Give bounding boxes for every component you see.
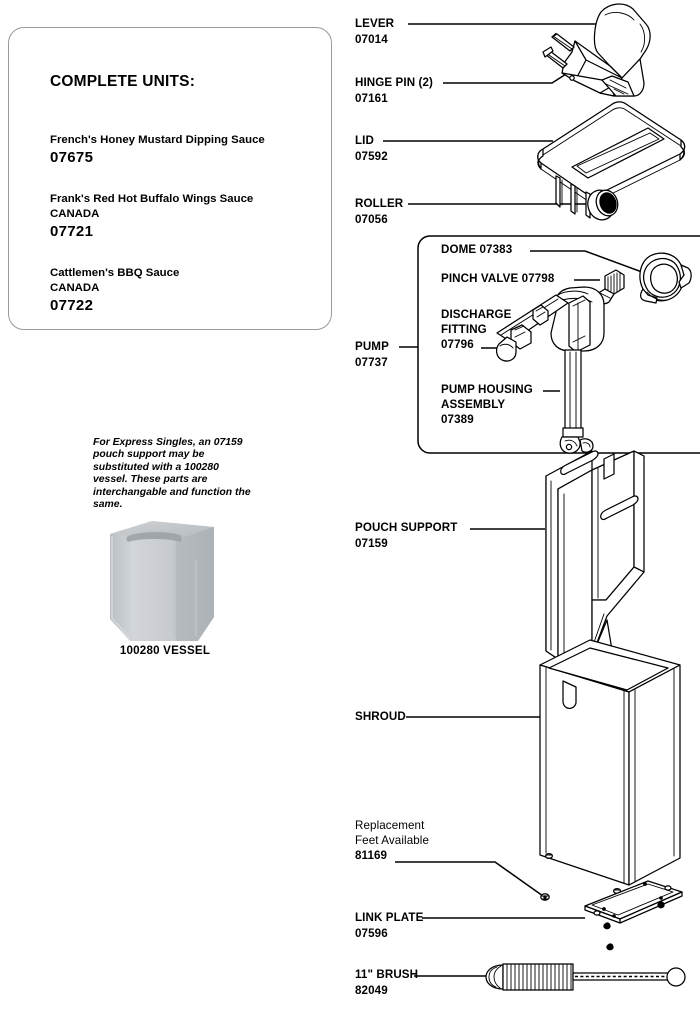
callout-number: 07592 <box>355 149 388 163</box>
callout-label: LINK PLATE <box>355 911 424 924</box>
pouch-support-part <box>546 451 644 663</box>
callout-number: 07389 <box>441 413 474 426</box>
pump-housing-assembly-part <box>497 287 604 453</box>
callout-label: PINCH VALVE 07798 <box>441 272 555 285</box>
link-plate-part <box>585 881 682 950</box>
unit-country: CANADA <box>50 282 100 294</box>
unit-code: 07721 <box>50 223 94 240</box>
replacement-foot-part <box>541 894 549 900</box>
callout-label: HINGE PIN (2) <box>355 76 433 89</box>
callout-number: 07796 <box>441 338 474 351</box>
callout-number: 07159 <box>355 536 388 550</box>
callout-number: 07737 <box>355 355 388 369</box>
callout-number: 07056 <box>355 212 388 226</box>
callout-label: SHROUD <box>355 710 406 723</box>
complete-units-heading: COMPLETE UNITS: <box>50 73 196 90</box>
callout-number: 07596 <box>355 926 388 940</box>
unit-name: French's Honey Mustard Dipping Sauce <box>50 134 265 146</box>
unit-name: Cattlemen's BBQ Sauce <box>50 267 180 279</box>
shroud-part <box>540 640 680 893</box>
callout-label: PUMP HOUSING <box>441 383 533 396</box>
callout-number: 07161 <box>355 91 388 105</box>
callout-label-line2: ASSEMBLY <box>441 397 506 411</box>
unit-code: 07675 <box>50 149 94 166</box>
callout-number: 81169 <box>355 849 388 862</box>
callout-label: LID <box>355 134 374 147</box>
callout-label: PUMP <box>355 340 389 353</box>
lever-part <box>562 4 650 96</box>
callout-label-line2: FITTING <box>441 322 487 336</box>
callout-label: 11" BRUSH <box>355 968 419 981</box>
callout-label: Replacement <box>355 819 425 832</box>
callout-label: POUCH SUPPORT <box>355 521 458 534</box>
unit-country: CANADA <box>50 208 100 220</box>
callout-label: LEVER <box>355 17 395 30</box>
brush-part <box>486 964 685 990</box>
dome-part <box>640 253 691 303</box>
callout-label: DISCHARGE <box>441 308 512 321</box>
vessel-caption: 100280 VESSEL <box>119 644 211 657</box>
callout-label: DOME 07383 <box>441 243 513 256</box>
callout-label: ROLLER <box>355 197 404 210</box>
callout-label-line2: Feet Available <box>355 833 430 847</box>
shroud-foot <box>546 854 553 859</box>
callout-number: 07014 <box>355 32 388 46</box>
unit-code: 07722 <box>50 297 94 314</box>
vessel-substitution-note: For Express Singles, an 07159 pouch support may be substituted with a 100280 vessel. These parts are interchangable and function the same. <box>93 437 251 511</box>
callout-number: 82049 <box>355 983 388 997</box>
unit-name: Frank's Red Hot Buffalo Wings Sauce <box>50 193 254 205</box>
